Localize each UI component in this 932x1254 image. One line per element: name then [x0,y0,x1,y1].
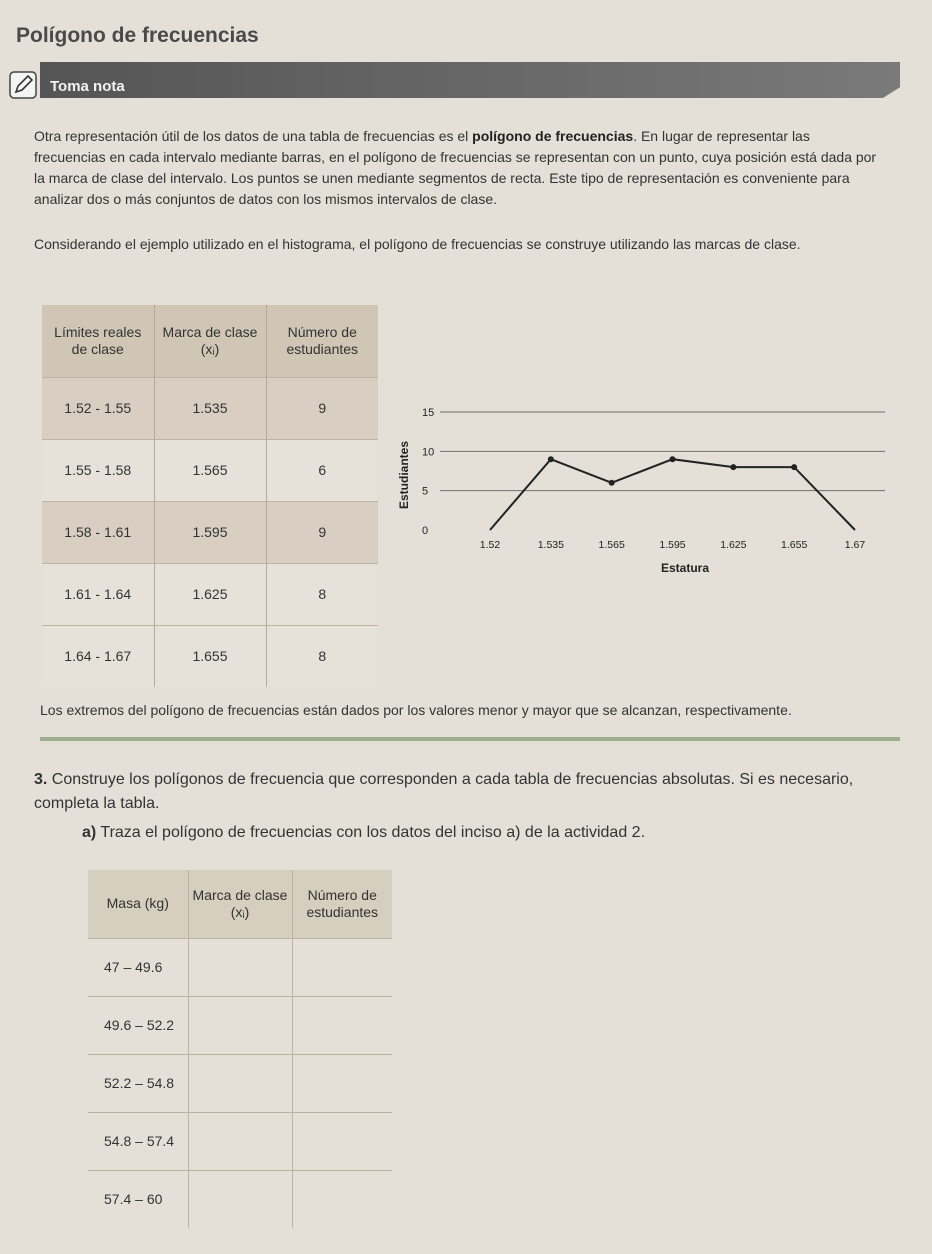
x-tick-label: 1.655 [781,539,808,551]
y-tick-label: 5 [422,485,429,498]
frequency-table [42,305,378,687]
table-row [42,625,378,687]
table-row [88,1112,392,1170]
divider [40,737,900,741]
cell-students: 9 [266,501,378,563]
cell-mass: 52.2 – 54.8 [88,1054,188,1112]
x-tick-label: 1.565 [598,539,625,551]
cell-limits: 1.55 - 1.58 [42,439,154,501]
data-point [548,456,554,462]
cell-class-mark: 1.595 [154,501,266,563]
data-point [670,456,676,462]
table-row [42,377,378,439]
cell-students: 8 [266,625,378,687]
cell-class-mark-input[interactable] [188,996,292,1054]
cell-class-mark: 1.535 [154,377,266,439]
exercise-3a [82,824,902,842]
sub-label: a) [82,824,97,841]
cell-students: 8 [266,563,378,625]
table-row [88,938,392,996]
header-limits: Límites reales de clase [42,305,154,377]
y-tick-label: 10 [422,446,435,459]
exercise-number: 3. [34,771,48,788]
paragraph-intro-end: . En lugar de representar las frecuencias en cada intervalo mediante barras, en el polígono de frecuencias se representan con un punto, cuya posición está dada por la marca de clase del intervalo. Los puntos se unen mediante segmentos de recta. Este tipo de representación es conveniente para analizar dos o más conjuntos de datos con los mismos intervalos de clase. [34,128,877,207]
table-row [42,563,378,625]
pencil-icon [8,70,38,100]
table-row [88,1054,392,1112]
paragraph-example: Considerando el ejemplo utilizado en el histograma, el polígono de frecuencias se construye utilizando las marcas de clase. [34,236,801,252]
exercise-3 [34,768,904,816]
table-row [88,1170,392,1228]
cell-limits: 1.64 - 1.67 [42,625,154,687]
cell-mass: 57.4 – 60 [88,1170,188,1228]
x-tick-label: 1.535 [537,539,564,551]
data-point [609,480,615,486]
cell-class-mark: 1.625 [154,563,266,625]
frequency-polygon-chart [390,390,890,590]
cell-limits: 1.58 - 1.61 [42,501,154,563]
cell-mass: 49.6 – 52.2 [88,996,188,1054]
table-row [42,439,378,501]
paragraph-intro-start: Otra representación útil de los datos de una tabla de frecuencias es el [34,128,473,144]
paragraph-intro [34,126,880,210]
cell-class-mark: 1.565 [154,439,266,501]
section-title: Polígono de frecuencias [16,24,259,47]
cell-students-input[interactable] [292,1112,392,1170]
term-poligono: polígono de frecuencias [472,128,634,144]
note-banner [40,62,900,98]
extremes-note: Los extremos del polígono de frecuencias están dados por los valores menor y mayor que se alcanzan, respectivamente. [40,702,792,718]
series-line [490,459,855,530]
data-point [730,464,736,470]
cell-class-mark-input[interactable] [188,938,292,996]
cell-students-input[interactable] [292,996,392,1054]
cell-mass: 47 – 49.6 [88,938,188,996]
cell-limits: 1.52 - 1.55 [42,377,154,439]
x-tick-label: 1.625 [720,539,747,551]
x-tick-label: 1.52 [479,539,501,551]
cell-students-input[interactable] [292,1170,392,1228]
x-axis-label: Estatura [660,561,710,575]
header-class-mark: Marca de clase (xᵢ) [154,305,266,377]
header-students: Número de estudiantes [266,305,378,377]
cell-class-mark: 1.655 [154,625,266,687]
table-row [42,501,378,563]
cell-limits: 1.61 - 1.64 [42,563,154,625]
table-row [88,996,392,1054]
cell-students: 9 [266,377,378,439]
x-tick-label: 1.67 [844,539,866,551]
header-class-mark: Marca de clase (xᵢ) [188,870,292,938]
cell-students: 6 [266,439,378,501]
cell-mass: 54.8 – 57.4 [88,1112,188,1170]
cell-students-input[interactable] [292,1054,392,1112]
y-tick-label: 15 [422,407,435,419]
cell-students-input[interactable] [292,938,392,996]
y-tick-label: 0 [422,525,429,537]
y-axis-label: Estudiantes [397,440,411,510]
exercise-text: Construye los polígonos de frecuencia que corresponden a cada tabla de frecuencias absolutas. Si es necesario, completa la tabla. [34,771,854,812]
data-point [791,464,797,470]
header-mass: Masa (kg) [88,870,188,938]
cell-class-mark-input[interactable] [188,1112,292,1170]
x-tick-label: 1.595 [659,539,686,551]
header-students: Número de estudiantes [292,870,392,938]
cell-class-mark-input[interactable] [188,1054,292,1112]
exercise-table [88,870,392,1228]
sub-text: Traza el polígono de frecuencias con los datos del inciso a) de la actividad 2. [100,824,646,841]
note-label: Toma nota [50,78,125,95]
cell-class-mark-input[interactable] [188,1170,292,1228]
